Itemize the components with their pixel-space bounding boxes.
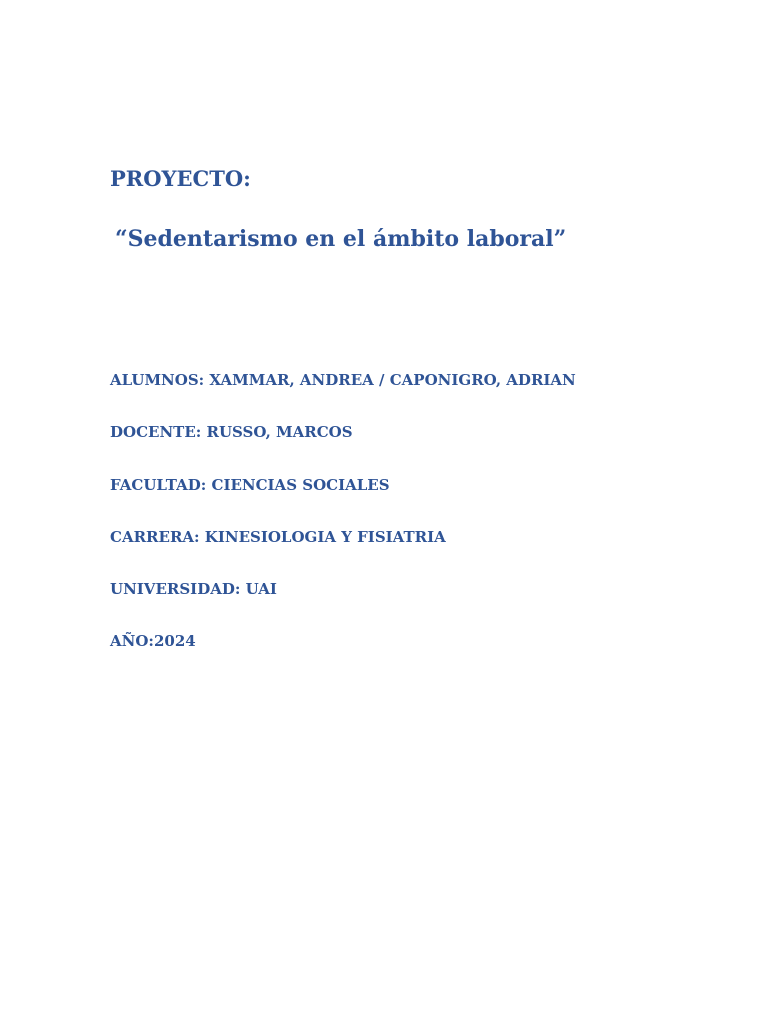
year-line: AÑO:2024 [110,632,196,651]
project-label: PROYECTO: [110,166,251,191]
faculty-line: FACULTAD: CIENCIAS SOCIALES [110,475,390,494]
project-info-list [110,371,576,685]
project-title: “Sedentarismo en el ámbito laboral” [115,226,567,252]
teacher-line: DOCENTE: RUSSO, MARCOS [110,423,353,442]
career-line: CARRERA: KINESIOLOGIA Y FISIATRIA [110,527,446,546]
university-line: UNIVERSIDAD: UAI [110,580,277,599]
students-line: ALUMNOS: XAMMAR, ANDREA / CAPONIGRO, ADRIAN [110,371,576,389]
